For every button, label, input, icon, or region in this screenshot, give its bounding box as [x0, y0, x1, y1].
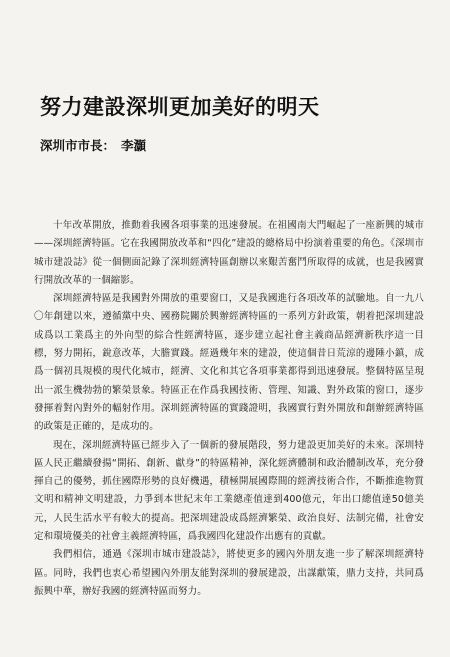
author-title: 深圳市市長：	[40, 138, 116, 153]
author-name: 李灝	[121, 138, 147, 153]
paragraph-3: 現在，深圳經濟特區已經步入了一個新的發展階段，努力建設更加美好的未來。深圳特區人民正繼續發揚“開拓、創新、獻身”的特區精神，深化經濟體制和政治體制改革，充分發揮自己的優勢，抓住國際形勢的良好機遇，積極開展國際間的經濟技術合作，不斷推進物質文明和精神文明建設，力爭到本世紀末年工業總產值達到400億元，年出口總值達50億美元，人民生活水平有較大的提高。把深圳建設成爲經濟繁榮、政治良好、法制完備，社會安定和環境優美的社會主義經濟特區，爲我國四化建設作出應有的貢獻。	[34, 439, 424, 543]
byline	[40, 136, 146, 154]
paragraph-4: 我們相信，通過《深圳市城市建設誌》，將使更多的國內外朋友進一步了解深圳經濟特區。同時，我們也衷心希望國內外朋友能對深圳的發展建設，出謀獻策，鼎力支持，共同爲振興中華，辦好我國的經濟特區而努力。	[34, 549, 424, 597]
article-body	[34, 217, 424, 601]
paragraph-2: 深圳經濟特區是我國對外開放的重要窗口，又是我國進行各項改革的試驗地。自一九八〇年創建以來，遵循黨中央、國務院關於興辦經濟特區的一系列方針政策，朝着把深圳建設成爲以工業爲主的外向型的綜合性經濟特區，逐步建立起社會主義商品經濟新秩序這一目標，努力開拓，銳意改革，大膽實踐。經過幾年來的建設，使這個昔日荒涼的邊陲小鎮，成爲一個初具規模的現代化城市，經濟、文化和其它各項事業都得到迅速發展。整個特區呈現出一派生機勃勃的繁榮景象。特區正在作爲我國技術、管理、知識、對外政策的窗口，逐步發揮着對內對外的輻射作用。深圳經濟特區的實踐證明，我國實行對外開放和創辦經濟特區的政策是正確的，是成功的。	[34, 293, 424, 433]
page-title: 努力建設深圳更加美好的明天	[40, 95, 320, 119]
paragraph-1: 十年改革開放，推動着我國各項事業的迅速發展。在祖國南大門崛起了一座新興的城市——深圳經濟特區。它在我國開放改革和“四化”建設的總格局中扮演着重要的角色。《深圳市城市建設誌》從一個側面記錄了深圳經濟特區創辦以來艱苦奮鬥所取得的成就，也是我國實行開放改革的一個縮影。	[34, 220, 424, 286]
